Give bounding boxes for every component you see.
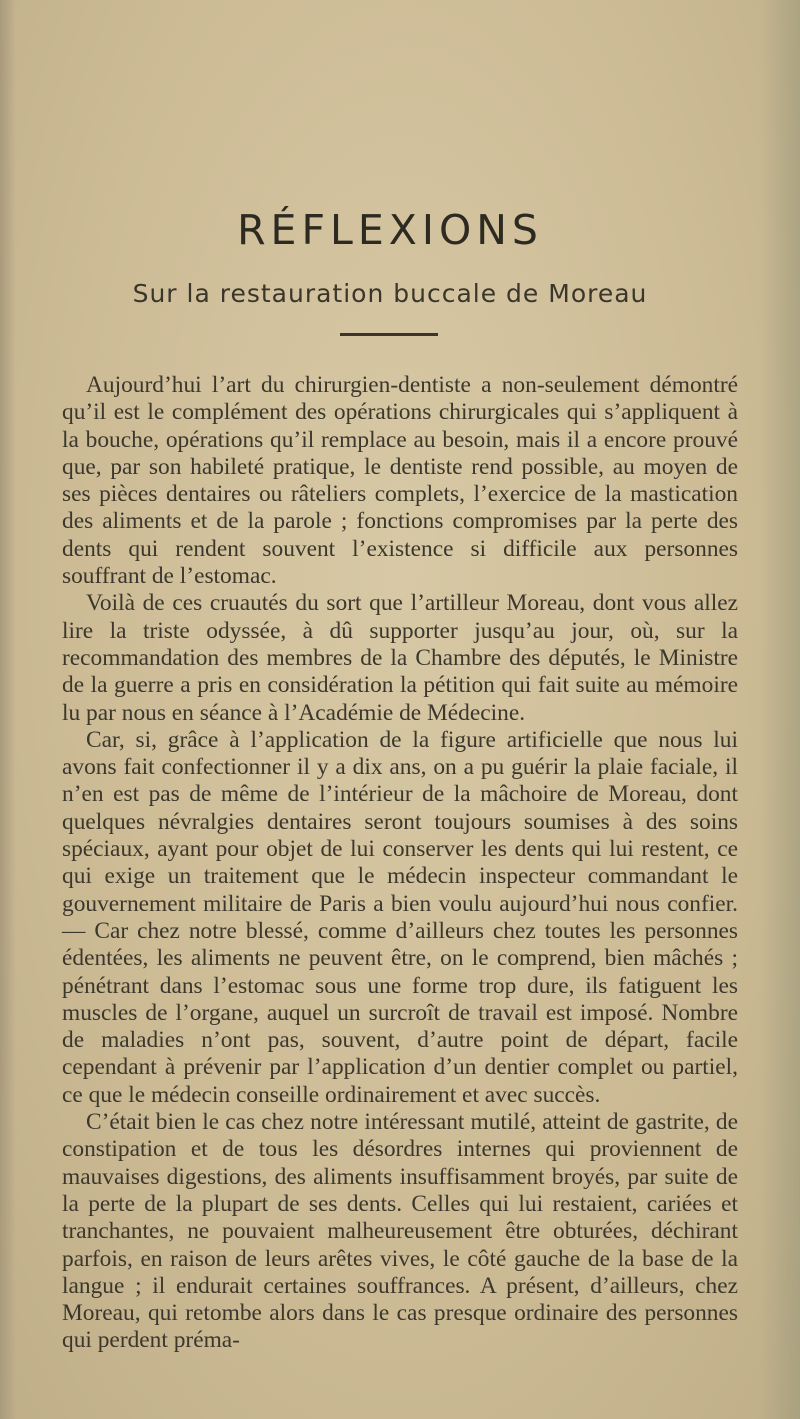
page-title: RÉFLEXIONS (237, 206, 543, 254)
paragraph: Aujourd’hui l’art du chirurgien-dentiste a non-seulement démontré qu’il est le complément des opérations chirurgicales qui s’appliquent à la bouche, opérations qu’il remplace au besoin, mais il a encore prouvé que, par son habileté pratique, le dentiste rend possible, au moyen de ses pièces dentaires ou râteliers complets, l’exercice de la mastication des aliments et de la parole ; fonctions compromises par la perte des dents qui rendent souvent l’existence si difficile aux personnes souffrant de l’estomac. (62, 372, 738, 590)
paragraph: Voilà de ces cruautés du sort que l’artilleur Moreau, dont vous allez lire la triste odyssée, à dû supporter jusqu’au jour, où, sur la recommandation des membres de la Chambre des députés, le Ministre de la guerre a pris en considération la pétition qui fait suite au mémoire lu par nous en séance à l’Académie de Médecine. (62, 590, 738, 726)
paragraph: C’était bien le cas chez notre intéressant mutilé, atteint de gastrite, de constipation et de tous les désordres internes qui proviennent de mauvaises digestions, des aliments insuffisamment broyés, par suite de la perte de la plupart de ses dents. Celles qui lui restaient, cariées et tranchantes, ne pouvaient malheureusement être obturées, déchirant parfois, en raison de leurs arêtes vives, le côté gauche de la base de la langue ; il endurait certaines souffrances. A présent, d’ailleurs, chez Moreau, qui retombe alors dans le cas presque ordinaire des personnes qui perdent préma- (62, 1109, 738, 1354)
page-subtitle: Sur la restauration buccale de Moreau (132, 279, 648, 308)
paragraph: Car, si, grâce à l’application de la figure artificielle que nous lui avons fait confectionner il y a dix ans, on a pu guérir la plaie faciale, il n’en est pas de même de l’intérieur de la mâchoire de Moreau, dont quelques névralgies dentaires seront toujours soumises à des soins spéciaux, ayant pour objet de lui conserver les dents qui lui restent, ce qui exige un traitement que le médecin inspecteur commandant le gouvernement militaire de Paris a bien voulu aujourd’hui nous confier. — Car chez notre blessé, comme d’ailleurs chez toutes les personnes édentées, les aliments ne peuvent être, on le comprend, bien mâchés ; pénétrant dans l’estomac sous une forme trop dure, ils fatiguent les muscles de l’organe, auquel un surcroît de travail est imposé. Nombre de maladies n’ont pas, souvent, d’autre point de départ, facile cependant à prévenir par l’application d’un dentier complet ou partiel, ce que le médecin conseille ordinairement et avec succès. (62, 726, 738, 1108)
body-text (62, 372, 738, 1355)
title-divider (340, 333, 438, 336)
